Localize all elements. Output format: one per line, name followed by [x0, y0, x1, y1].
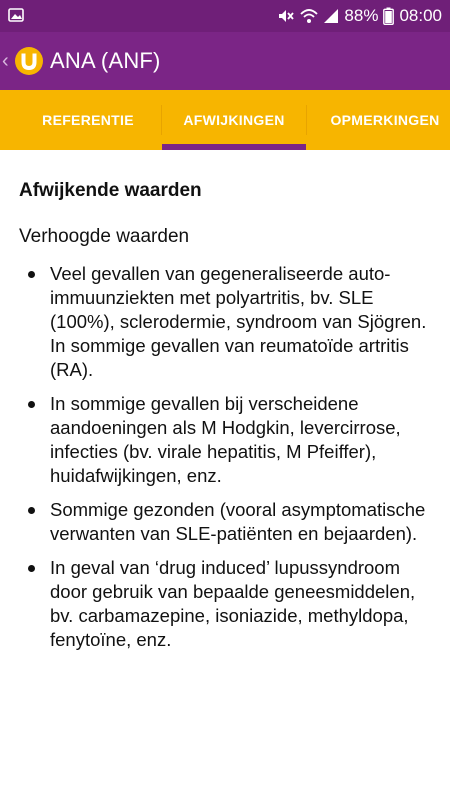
- app-bar: [0, 32, 450, 90]
- bullet-list: [0, 262, 450, 662]
- tab-afwijkingen[interactable]: AFWIJKINGEN: [183, 112, 285, 128]
- subsection-title: Verhoogde waarden: [19, 226, 190, 247]
- tab-referentie[interactable]: REFERENTIE: [42, 112, 134, 128]
- photo-icon: [8, 7, 24, 23]
- mute-icon: [277, 7, 295, 25]
- bullet-icon: [28, 507, 35, 514]
- app-logo: [14, 46, 44, 76]
- wifi-icon: [300, 7, 318, 25]
- list-item: [0, 498, 450, 546]
- clock: 08:00: [399, 6, 442, 25]
- status-icons: [277, 0, 442, 32]
- list-item: [0, 262, 450, 382]
- list-item: [0, 556, 450, 652]
- battery-percent: 88%: [344, 6, 379, 25]
- status-bar: [0, 0, 450, 32]
- signal-icon: [323, 8, 339, 24]
- chevron-left-icon: ‹: [2, 50, 9, 72]
- page-title: ANA (ANF): [50, 48, 161, 73]
- list-item-text: In geval van ‘drug induced’ lupussyndroom door gebruik van bepaalde geneesmiddelen, bv. carbamazepine, isoniazide, methyldopa, fenytoïne, enz.: [50, 557, 416, 650]
- bullet-icon: [28, 271, 35, 278]
- tab-opmerkingen[interactable]: OPMERKINGEN: [330, 112, 440, 128]
- content-area[interactable]: [0, 150, 450, 800]
- list-item-text: In sommige gevallen bij verscheidene aandoeningen als M Hodgkin, levercirrose, infecties (bv. virale hepatitis, M Pfeiffer), huidafwijkingen, enz.: [50, 393, 401, 486]
- bullet-icon: [28, 401, 35, 408]
- battery-icon: [383, 7, 394, 25]
- list-item-text: Sommige gezonden (vooral asymptomatische verwanten van SLE-patiënten en bejaarden).: [50, 499, 426, 544]
- list-item: [0, 392, 450, 488]
- section-title: Afwijkende waarden: [19, 180, 202, 201]
- list-item-text: Veel gevallen van gegeneraliseerde auto-immuunziekten met polyartritis, bv. SLE (100%), sclerodermie, syndroom van Sjögren. In sommige gevallen van reumatoïde artritis (RA).: [50, 263, 427, 380]
- bullet-icon: [28, 565, 35, 572]
- tab-bar: [0, 90, 450, 150]
